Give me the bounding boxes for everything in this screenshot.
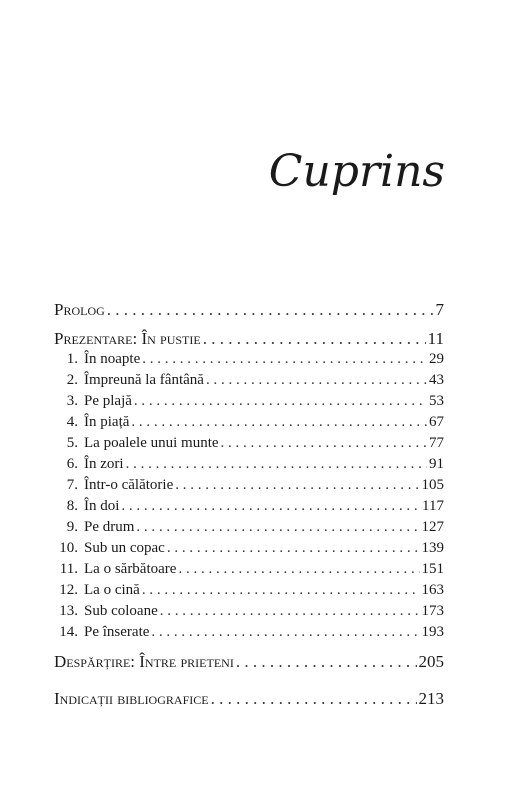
dot-leader bbox=[178, 559, 419, 580]
toc-entry-page: 151 bbox=[421, 561, 444, 577]
toc-entry-label: În piață bbox=[84, 414, 130, 430]
dot-leader bbox=[142, 580, 420, 601]
toc-chapter-number: 12. bbox=[59, 582, 78, 598]
toc-entry-label: Despărțire: Între prieteni bbox=[54, 652, 234, 671]
toc-chapter-number: 7. bbox=[66, 477, 78, 493]
toc-chapter[interactable] bbox=[54, 517, 444, 538]
toc-entry-label: Sub un copac bbox=[84, 540, 165, 556]
dot-leader bbox=[121, 496, 420, 517]
toc-chapter[interactable] bbox=[54, 538, 444, 559]
page-title: Cuprins bbox=[268, 146, 445, 197]
dot-leader bbox=[151, 622, 419, 643]
toc-chapter-number: 11. bbox=[59, 561, 78, 577]
toc-chapter[interactable] bbox=[54, 412, 444, 433]
toc-entry-indicatii[interactable] bbox=[54, 689, 444, 709]
toc-entry-page: 205 bbox=[418, 652, 444, 671]
dot-leader bbox=[167, 538, 420, 559]
toc-entry-despartire[interactable] bbox=[54, 652, 444, 672]
dot-leader bbox=[211, 689, 417, 709]
toc-entry-page: 117 bbox=[422, 498, 444, 514]
toc-chapter-number: 13. bbox=[59, 603, 78, 619]
toc-entry-page: 213 bbox=[418, 689, 444, 708]
toc-chapter[interactable] bbox=[54, 370, 444, 391]
toc-entry-page: 29 bbox=[429, 351, 444, 367]
table-of-contents bbox=[54, 300, 444, 709]
dot-leader bbox=[134, 391, 427, 412]
dot-leader bbox=[126, 454, 427, 475]
toc-entry-page: 77 bbox=[429, 435, 444, 451]
toc-entry-label: Pe înserate bbox=[84, 624, 150, 640]
toc-entry-label: Prolog bbox=[54, 300, 105, 319]
toc-chapter-number: 9. bbox=[66, 519, 78, 535]
toc-entry-page: 53 bbox=[429, 393, 444, 409]
toc-entry-page: 127 bbox=[421, 519, 444, 535]
toc-entry-page: 43 bbox=[429, 372, 444, 388]
toc-entry-page: 11 bbox=[427, 329, 444, 348]
toc-entry-label: Indicații bibliografice bbox=[54, 689, 209, 708]
toc-entry-page: 163 bbox=[421, 582, 444, 598]
dot-leader bbox=[136, 517, 419, 538]
dot-leader bbox=[206, 370, 427, 391]
toc-entry-page: 7 bbox=[435, 300, 444, 319]
toc-chapter[interactable] bbox=[54, 559, 444, 580]
toc-entry-label: Într-o călătorie bbox=[84, 477, 174, 493]
toc-entry-label: În zori bbox=[84, 456, 124, 472]
toc-entry-label: La o cină bbox=[84, 582, 140, 598]
toc-entry-page: 91 bbox=[429, 456, 444, 472]
toc-entry-page: 67 bbox=[429, 414, 444, 430]
toc-chapter-number: 5. bbox=[66, 435, 78, 451]
toc-chapter[interactable] bbox=[54, 475, 444, 496]
toc-entry-page: 105 bbox=[421, 477, 444, 493]
toc-entry-page: 173 bbox=[421, 603, 444, 619]
toc-entry-label: În noapte bbox=[84, 351, 141, 367]
dot-leader bbox=[142, 349, 427, 370]
dot-leader bbox=[175, 475, 419, 496]
toc-chapter-number: 14. bbox=[59, 624, 78, 640]
toc-entry-label: Împreună la fântână bbox=[84, 372, 204, 388]
dot-leader bbox=[131, 412, 427, 433]
toc-entry-prolog[interactable] bbox=[54, 300, 444, 320]
toc-entry-label: Pe plajă bbox=[84, 393, 132, 409]
toc-chapter-number: 4. bbox=[66, 414, 78, 430]
toc-chapter[interactable] bbox=[54, 349, 444, 370]
toc-entry-label: Pe drum bbox=[84, 519, 135, 535]
toc-chapter-number: 2. bbox=[66, 372, 78, 388]
toc-entry-prezentare[interactable] bbox=[54, 329, 444, 349]
toc-entry-page: 139 bbox=[421, 540, 444, 556]
toc-chapter[interactable] bbox=[54, 580, 444, 601]
toc-entry-label: Sub coloane bbox=[84, 603, 158, 619]
toc-chapter-number: 6. bbox=[66, 456, 78, 472]
dot-leader bbox=[160, 601, 420, 622]
toc-chapter[interactable] bbox=[54, 454, 444, 475]
toc-chapter[interactable] bbox=[54, 622, 444, 643]
toc-entry-label: Prezentare: În pustie bbox=[54, 329, 201, 348]
dot-leader bbox=[221, 433, 427, 454]
dot-leader bbox=[236, 652, 417, 672]
toc-entry-label: La o sărbătoare bbox=[84, 561, 177, 577]
toc-entry-page: 193 bbox=[421, 624, 444, 640]
toc-entry-label: În doi bbox=[84, 498, 120, 514]
toc-chapter[interactable] bbox=[54, 433, 444, 454]
toc-chapter-number: 3. bbox=[66, 393, 78, 409]
toc-entry-label: La poalele unui munte bbox=[84, 435, 219, 451]
toc-chapter[interactable] bbox=[54, 496, 444, 517]
toc-chapter-number: 10. bbox=[59, 540, 78, 556]
toc-chapter-number: 1. bbox=[66, 351, 78, 367]
dot-leader bbox=[203, 329, 426, 349]
toc-chapter-number: 8. bbox=[66, 498, 78, 514]
toc-chapter[interactable] bbox=[54, 391, 444, 412]
dot-leader bbox=[107, 300, 434, 320]
toc-chapter[interactable] bbox=[54, 601, 444, 622]
